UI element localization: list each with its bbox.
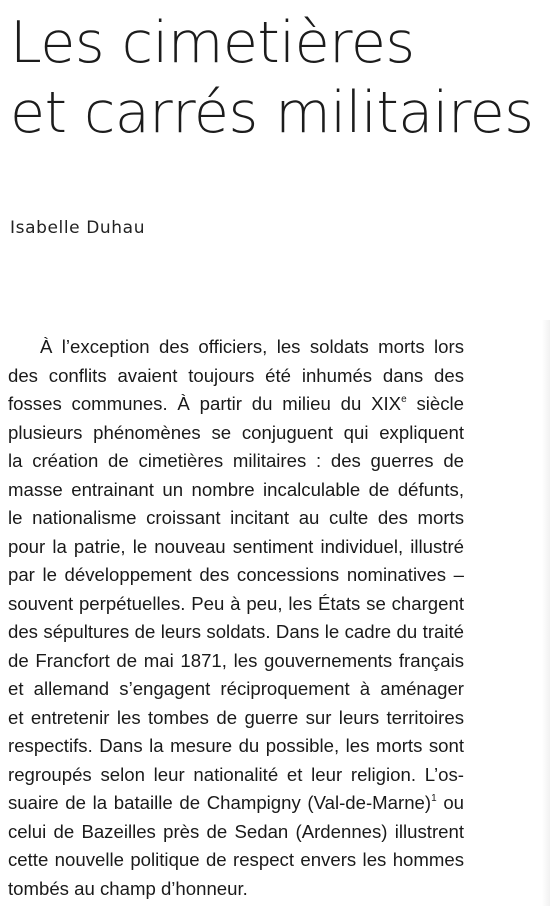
body-line: suaire de la bataille de Champigny (Val-de-Marne)$^1$ ou bbox=[8, 792, 465, 813]
body-line: le nationalisme croissant incitant au culte des morts bbox=[8, 507, 464, 528]
body-line: pour la patrie, le nouveau sentiment individuel, illustré bbox=[8, 535, 464, 557]
body-line: de Francfort de mai 1871, les gouvernements français bbox=[8, 649, 464, 671]
body-line: respectifs. Dans la mesure du possible, les morts sont bbox=[8, 735, 464, 756]
body-line: des conflits avaient toujours été inhumés dans des bbox=[8, 364, 464, 386]
body-line: par le développement des concessions nominatives – bbox=[8, 564, 464, 585]
title-line-1: Les cimetières bbox=[10, 10, 415, 76]
body-line: À l’exception des officiers, les soldats morts lors bbox=[40, 336, 464, 357]
body-line: cette nouvelle politique de respect envers les hommes bbox=[8, 849, 464, 870]
body-line: masse entrainant un nombre incalculable de défunts, bbox=[8, 478, 464, 500]
body-line: la création de cimetières militaires : des guerres de bbox=[8, 450, 464, 471]
footnote-marker: 1 bbox=[431, 793, 437, 804]
body-line: celui de Bazeilles près de Sedan (Ardennes) illustrent bbox=[8, 820, 464, 842]
body-line: et allemand s’engagent réciproquement à aménager bbox=[8, 678, 464, 699]
page-edge-shadow bbox=[542, 320, 550, 906]
body-line: regroupés selon leur nationalité et leur religion. L’os- bbox=[8, 763, 464, 785]
article-title bbox=[10, 8, 533, 148]
body-line: fosses communes. À partir du milieu du XIXe siècle bbox=[8, 393, 464, 414]
body-line: et entretenir les tombes de guerre sur leurs territoires bbox=[8, 706, 464, 728]
body-line: plusieurs phénomènes se conjuguent qui expliquent bbox=[8, 421, 464, 443]
body-line: souvent perpétuelles. Peu à peu, les États se chargent bbox=[8, 592, 464, 614]
body-line: tombés au champ d’honneur. bbox=[8, 877, 248, 899]
article-body bbox=[8, 333, 464, 903]
title-line-2: et carrés militaires bbox=[10, 80, 534, 146]
century-superscript: e bbox=[401, 394, 407, 405]
body-line: des sépultures de leurs soldats. Dans le cadre du traité bbox=[8, 621, 464, 642]
author-name: Isabelle Duhau bbox=[10, 218, 146, 238]
